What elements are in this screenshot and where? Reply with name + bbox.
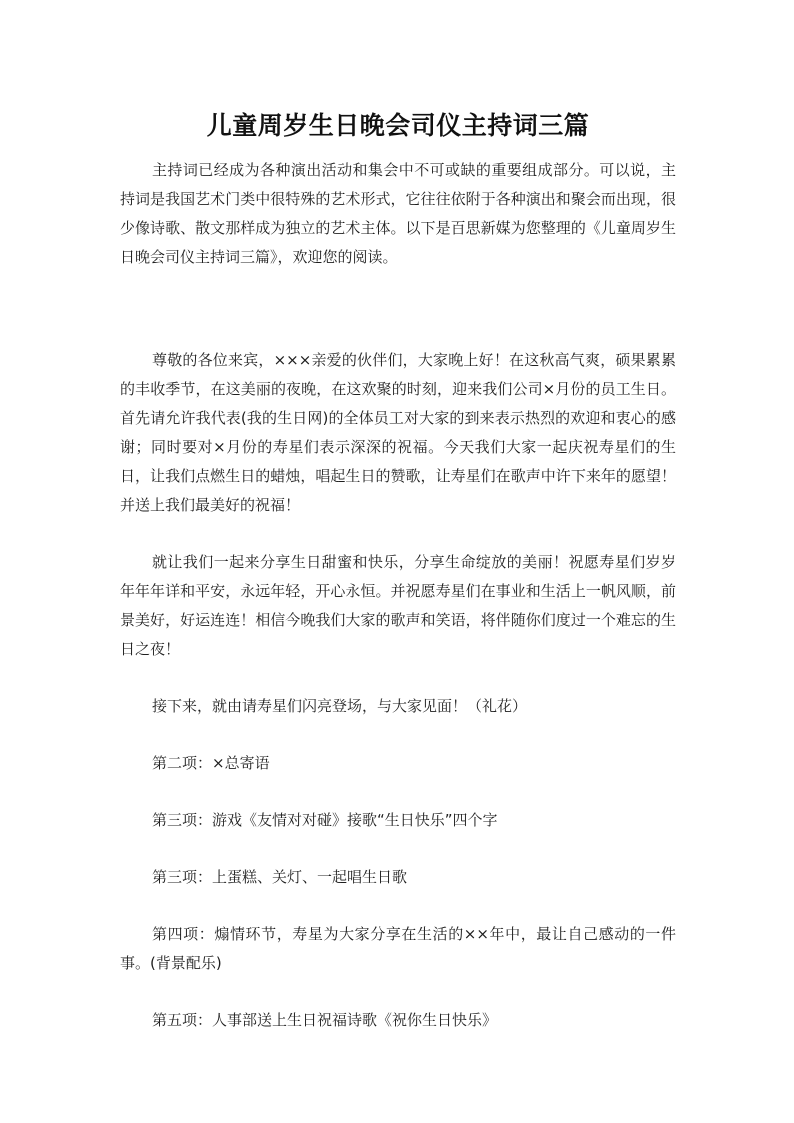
paragraph-gap <box>120 664 676 692</box>
program-item-3-cake: 第三项：上蛋糕、关灯、一起唱生日歌 <box>152 868 408 886</box>
document-title: 儿童周岁生日晚会司仪主持词三篇 <box>206 111 590 140</box>
paragraph-gap <box>120 978 676 1006</box>
paragraph-gap <box>120 721 676 749</box>
body-paragraph-blessing: 就让我们一起来分享生日甜蜜和快乐，分享生命绽放的美丽！祝愿寿星们岁岁年年年详和平安，永远年轻，开心永恒。并祝愿寿星们在事业和生活上一帆风顺，前景美好，好运连连！相信今晚我们大家的歌声和笑语，将伴随你们度过一个难忘的生日之夜！ <box>120 553 676 658</box>
paragraph-gap <box>120 778 676 806</box>
program-item-5: 第五项：人事部送上生日祝福诗歌《祝你生日快乐》 <box>152 1011 498 1029</box>
program-item-2: 第二项：×总寄语 <box>152 754 270 772</box>
paragraph-gap <box>120 835 676 863</box>
intro-paragraph: 主持词已经成为各种演出活动和集会中不可或缺的重要组成部分。可以说，主持词是我国艺术门类中很特殊的艺术形式，它往往依附于各种演出和聚会而出现，很少像诗歌、散文那样成为独立的艺术主体。以下是百思新媒为您整理的《儿童周岁生日晚会司仪主持词三篇》，欢迎您的阅读。 <box>120 161 676 266</box>
section-spacer <box>120 272 676 346</box>
document-page <box>120 0 676 1035</box>
program-item-entrance: 接下来，就由请寿星们闪亮登场，与大家见面！（礼花） <box>152 697 528 715</box>
paragraph-gap <box>120 520 676 548</box>
body-paragraph-welcome: 尊敬的各位来宾，×××亲爱的伙伴们，大家晚上好！在这秋高气爽，硕果累累的丰收季节，在这美丽的夜晚，在这欢聚的时刻，迎来我们公司×月份的员工生日。首先请允许我代表(我的生日网)的全体员工对大家的到来表示热烈的欢迎和衷心的感谢；同时要对×月份的寿星们表示深深的祝福。今天我们大家一起庆祝寿星们的生日，让我们点燃生日的蜡烛，唱起生日的赞歌，让寿星们在歌声中许下来年的愿望！并送上我们最美好的祝福！ <box>120 351 676 514</box>
program-item-3-game: 第三项：游戏《友情对对碰》接歌“生日快乐”四个字 <box>152 811 498 829</box>
program-item-4: 第四项：煽情环节，寿星为大家分享在生活的××年中，最让自己感动的一件事。(背景配乐) <box>120 925 676 972</box>
paragraph-gap <box>120 892 676 920</box>
